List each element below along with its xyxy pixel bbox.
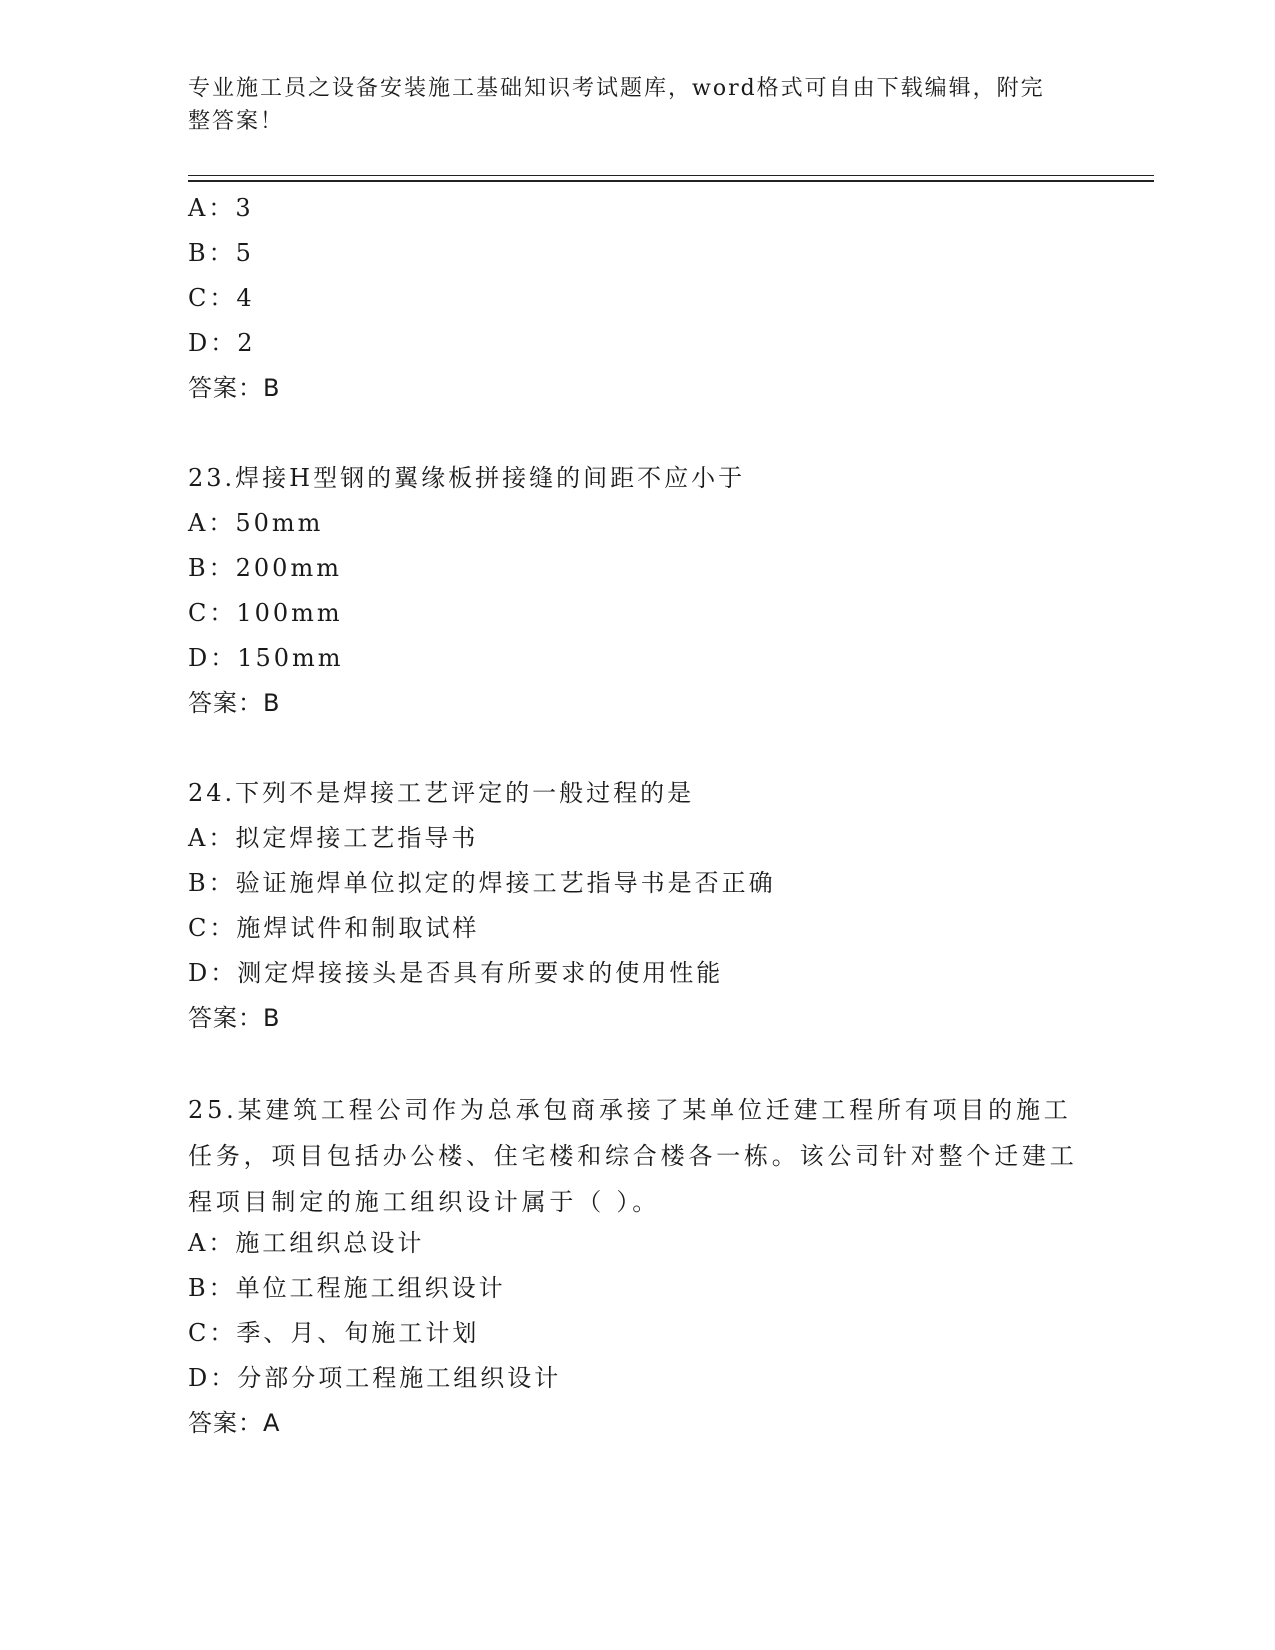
q23-answer: 答案：B xyxy=(188,689,281,717)
q23-option-a: A：50mm xyxy=(188,509,324,537)
q25-option-d: D：分部分项工程施工组织设计 xyxy=(188,1364,562,1392)
q23-option-d: D：150mm xyxy=(188,644,344,672)
q25-question: 25.某建筑工程公司作为总承包商承接了某单位迁建工程所有项目的施工任务，项目包括办公楼、住宅楼和综合楼各一栋。该公司针对整个迁建工程项目制定的施工组织设计属于（ ）。 xyxy=(188,1096,1078,1216)
q22-option-a: A：3 xyxy=(188,194,254,222)
q22-option-d: D：2 xyxy=(188,329,256,357)
q24-answer: 答案：B xyxy=(188,1004,281,1032)
q23-question: 23.焊接H型钢的翼缘板拼接缝的间距不应小于 xyxy=(188,464,746,492)
q22-answer: 答案：B xyxy=(188,374,281,402)
q22-option-b: B：5 xyxy=(188,239,254,267)
q23-option-c: C：100mm xyxy=(188,599,343,627)
q25-answer: 答案：A xyxy=(188,1409,281,1437)
document-header: 专业施工员之设备安装施工基础知识考试题库，word格式可自由下载编辑，附完整答案！ xyxy=(188,76,1045,134)
q24-option-d: D：测定焊接接头是否具有所要求的使用性能 xyxy=(188,959,724,987)
q24-option-a: A：拟定焊接工艺指导书 xyxy=(188,824,479,852)
q24-option-b: B：验证施焊单位拟定的焊接工艺指导书是否正确 xyxy=(188,869,776,897)
q23-option-b: B：200mm xyxy=(188,554,342,582)
q25-option-a: A：施工组织总设计 xyxy=(188,1229,425,1257)
q24-option-c: C：施焊试件和制取试样 xyxy=(188,914,480,942)
q22-option-c: C：4 xyxy=(188,284,255,312)
header-rule-thin xyxy=(188,175,1154,176)
q25-option-b: B：单位工程施工组织设计 xyxy=(188,1274,506,1302)
q24-question: 24.下列不是焊接工艺评定的一般过程的是 xyxy=(188,779,695,807)
header-rule-thick xyxy=(188,180,1154,182)
q25-option-c: C：季、月、旬施工计划 xyxy=(188,1319,480,1347)
